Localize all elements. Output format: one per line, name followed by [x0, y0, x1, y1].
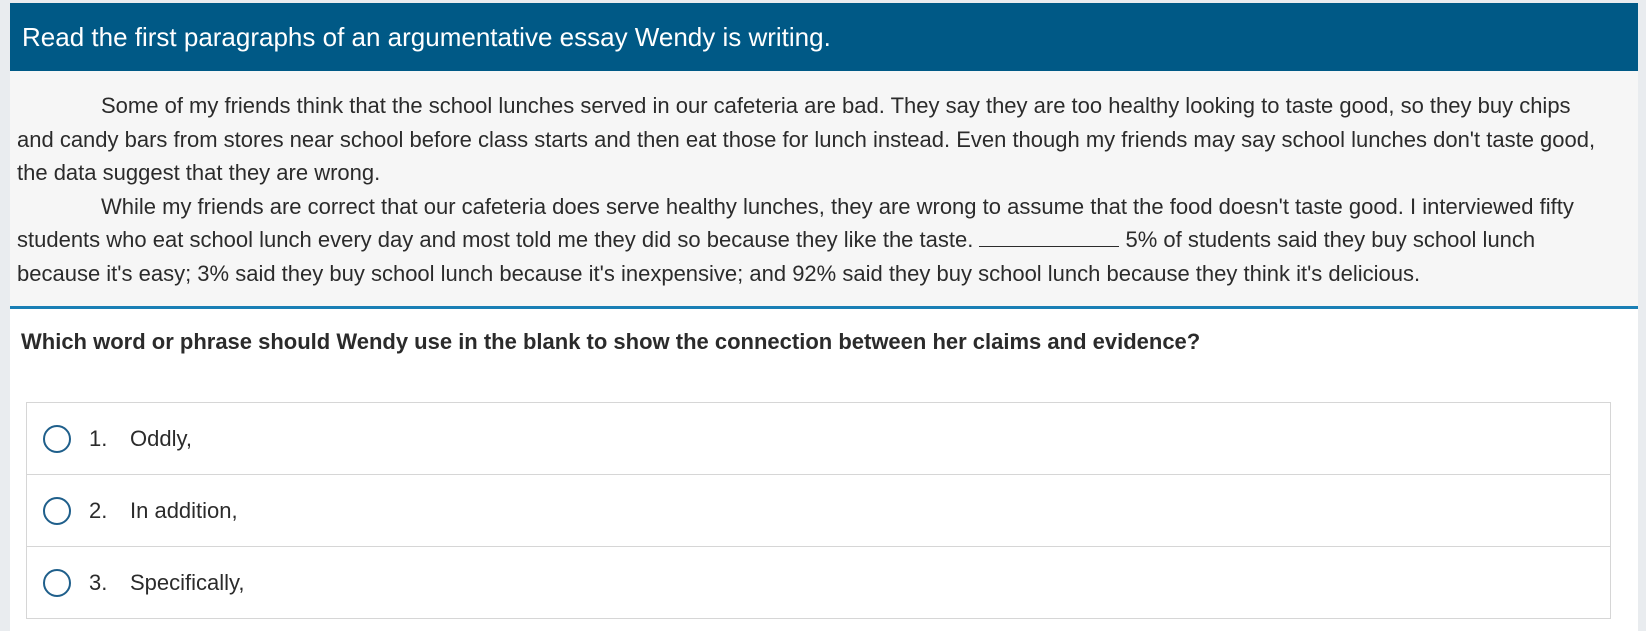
option-label: Oddly,: [130, 425, 192, 451]
paragraph-2-text-before-blank: While my friends are correct that our cafeteria does serve healthy lunches, they are wrong to assume that the food doesn't taste good. I interviewed fifty students who eat school lunch every day and most told me they did so because they like the taste.: [17, 193, 1574, 252]
option-label: Specifically,: [130, 569, 245, 595]
passage-paragraph-2: [17, 190, 1608, 291]
passage-body: [10, 71, 1638, 309]
paragraph-2-text-after-blank: 5% of students said they buy school lunch because it's easy; 3% said they buy school lunch because it's inexpensive; and 92% said they buy school lunch because they think it's delicious.: [17, 227, 1536, 286]
radio-button-icon[interactable]: [43, 497, 71, 525]
answer-option-3[interactable]: [27, 547, 1610, 619]
passage-header: Read the first paragraphs of an argumentative essay Wendy is writing.: [10, 3, 1638, 71]
option-number: 3.: [89, 569, 108, 595]
question-prompt: Which word or phrase should Wendy use in the blank to show the connection between her claims and evidence?: [21, 329, 1201, 354]
option-label: In addition,: [130, 497, 238, 523]
radio-button-icon[interactable]: [43, 425, 71, 453]
option-number: 1.: [89, 425, 108, 451]
answer-options: [26, 402, 1611, 619]
answer-option-1[interactable]: [27, 403, 1610, 475]
radio-button-icon[interactable]: [43, 569, 71, 597]
answer-blank: [979, 226, 1119, 247]
option-number: 2.: [89, 497, 108, 523]
answer-option-2[interactable]: [27, 475, 1610, 547]
passage-paragraph-1: Some of my friends think that the school lunches served in our cafeteria are bad. They say they are too healthy looking to taste good, so they buy chips and candy bars from stores near school before class starts and then eat those for lunch instead. Even though my friends may say school lunches don't taste good, the data suggest that they are wrong.: [17, 93, 1596, 185]
